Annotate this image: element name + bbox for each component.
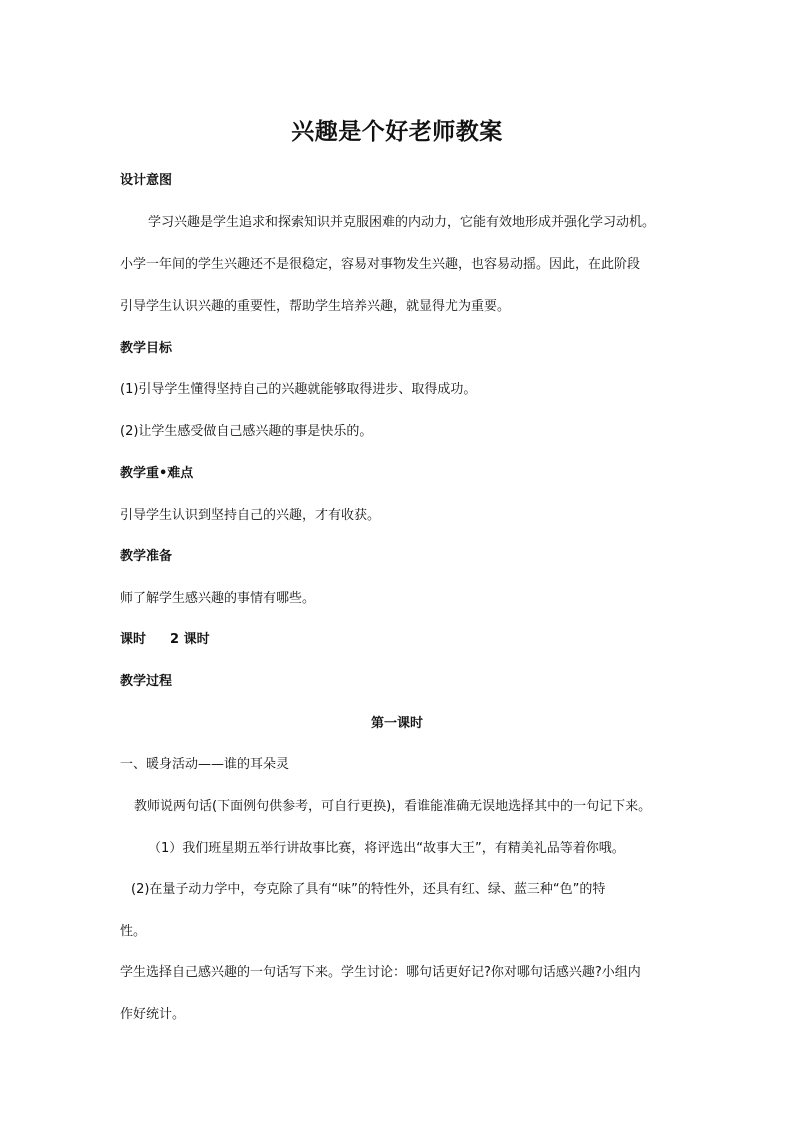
example-sentence-2-line-2: 性。 — [120, 924, 147, 939]
key-points-text: 引导学生认识到坚持自己的兴趣，才有收获。 — [120, 508, 381, 523]
section-heading-preparation: 教学准备 — [120, 549, 173, 564]
section-heading-process: 教学过程 — [120, 674, 173, 689]
activity-1-intro: 教师说两句话(下面例句供参考，可自行更换)，看谁能准确无误地选择其中的一句记下来。 — [134, 799, 652, 814]
preparation-text: 师了解学生感兴趣的事情有哪些。 — [120, 591, 316, 606]
document-title: 兴趣是个好老师教案 — [291, 119, 503, 145]
student-activity-line-2: 作好统计。 — [120, 1007, 186, 1022]
activity-1-title: 一、暖身活动——谁的耳朵灵 — [120, 757, 290, 772]
design-paragraph-line-2: 小学一年间的学生兴趣还不是很稳定，容易对事物发生兴趣，也容易动摇。因此，在此阶段 — [120, 257, 641, 272]
design-paragraph-line-1: 学习兴趣是学生追求和探索知识并克服困难的内动力，它能有效地形成并强化学习动机。 — [148, 215, 656, 230]
goal-item-2: (2)让学生感受做自己感兴趣的事是快乐的。 — [120, 424, 373, 439]
section-heading-goals: 教学目标 — [120, 341, 173, 356]
student-activity-line-1: 学生选择自己感兴趣的一句话写下来。学生讨论：哪句话更好记?你对哪句话感兴趣?小组内 — [120, 965, 641, 980]
design-paragraph-line-3: 引导学生认识兴趣的重要性，帮助学生培养兴趣，就显得尤为重要。 — [120, 299, 511, 314]
section-heading-key-points: 教学重•难点 — [120, 466, 194, 481]
class-hours-value: 2 课时 — [170, 632, 210, 647]
lesson-1-heading: 第一课时 — [370, 716, 423, 731]
example-sentence-1: （1）我们班星期五举行讲故事比赛，将评选出“故事大王”，有精美礼品等着你哦。 — [148, 841, 625, 856]
example-sentence-2-line-1: (2)在量子动力学中，夸克除了具有“味”的特性外，还具有红、绿、蓝三种“色”的特 — [131, 882, 606, 897]
section-heading-design: 设计意图 — [120, 173, 173, 188]
goal-item-1: (1)引导学生懂得坚持自己的兴趣就能够取得进步、取得成功。 — [120, 382, 477, 397]
class-hours-label: 课时 — [120, 632, 147, 647]
class-hours-row — [120, 632, 210, 648]
